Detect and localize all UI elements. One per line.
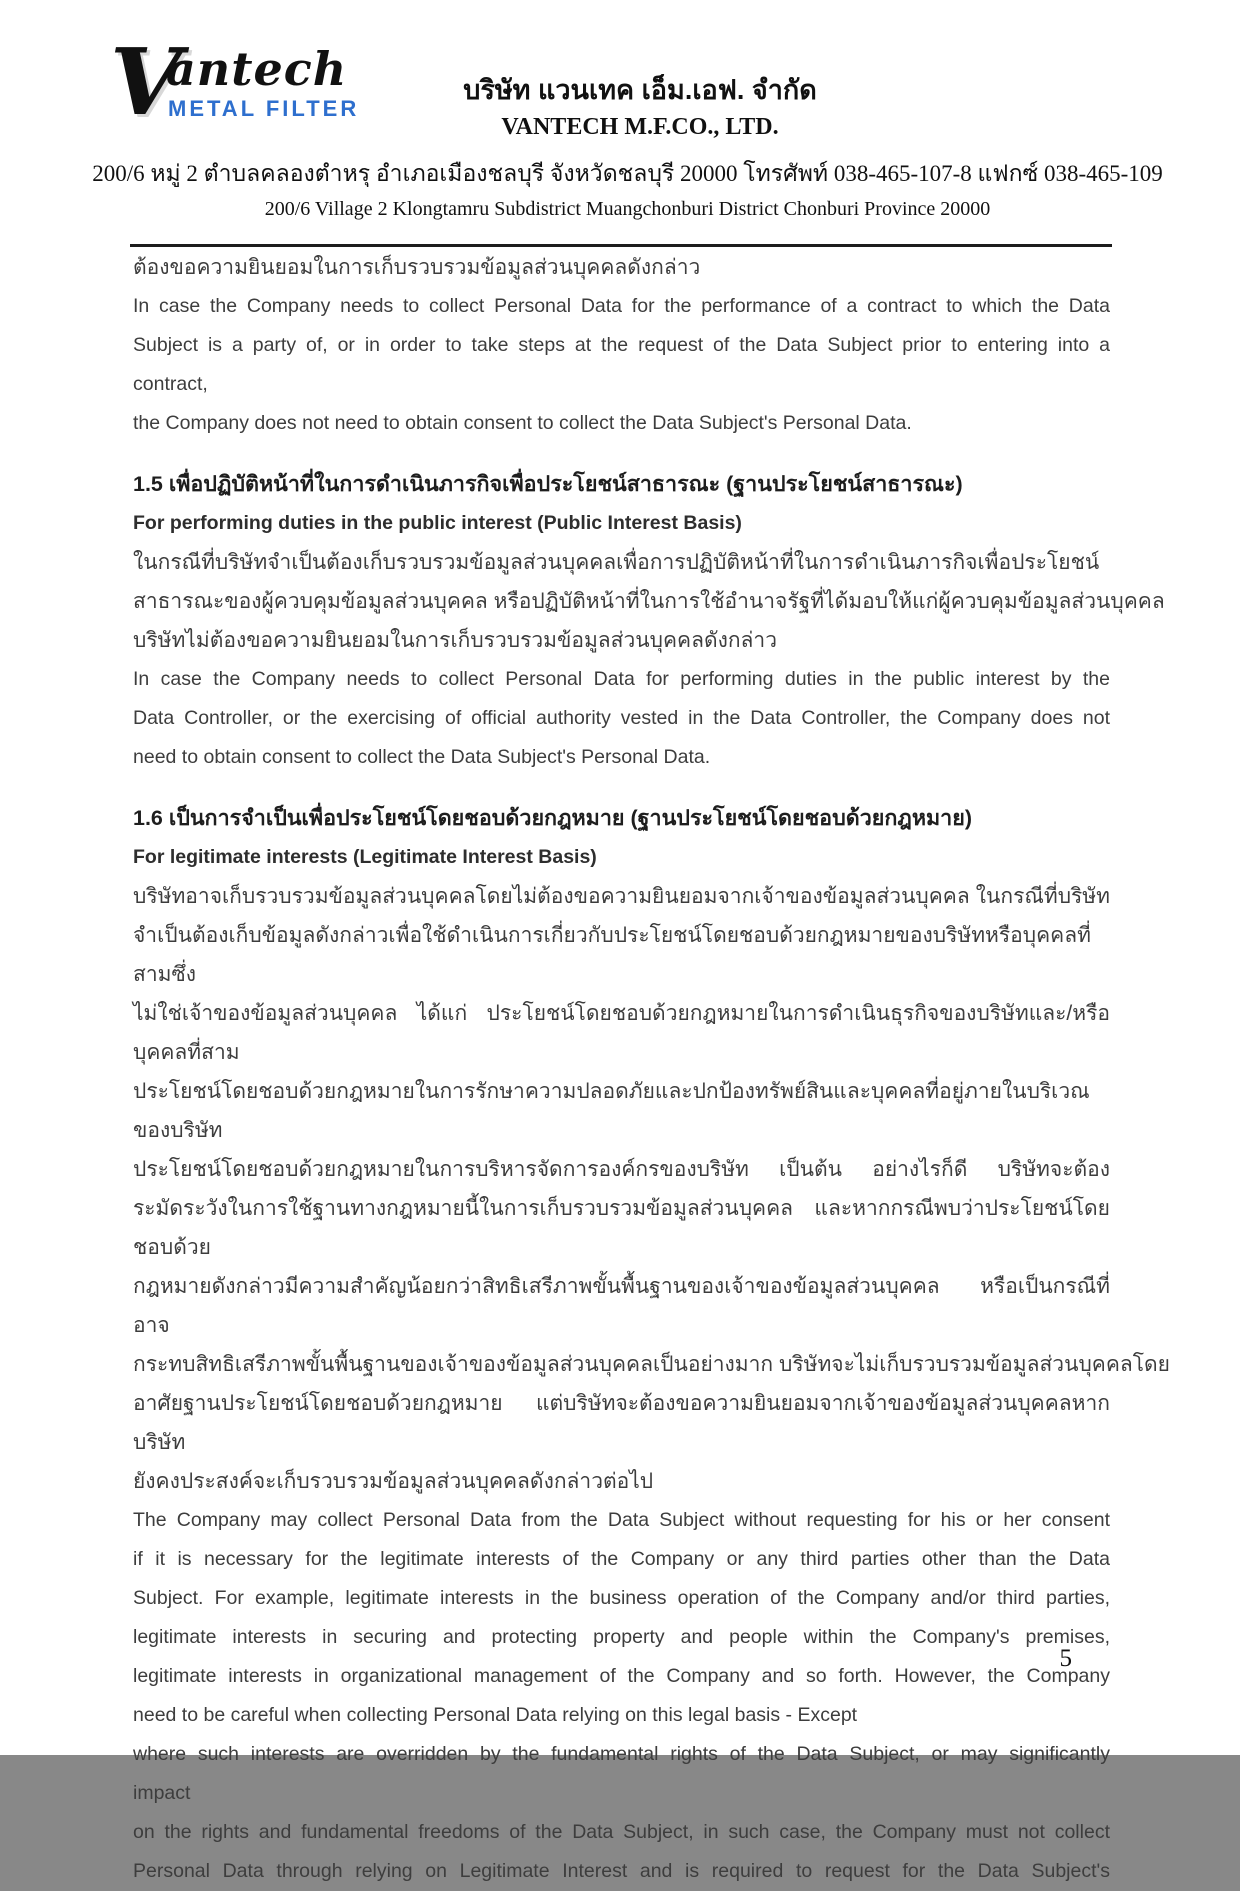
section-heading: 1.5 เพื่อปฏิบัติหน้าที่ในการดำเนินภารกิจเพื่อประโยชน์สาธารณะ (ฐานประโยชน์สาธารณะ) [133, 472, 963, 496]
text-line: need to be careful when collecting Personal Data relying on this legal basis - Except [133, 1704, 858, 1726]
company-address-thai: 200/6 หมู่ 2 ตำบลคลองตำหรุ อำเภอเมืองชลบุรี จังหวัดชลบุรี 20000 โทรศัพท์ 038-465-107-8 แฟกซ์ 038-465-109 [92, 161, 1163, 186]
text-line: contract, [133, 373, 208, 395]
text-line: Subject. For example, legitimate interests in the business operation of the Company and/or third parties, [133, 1587, 1110, 1609]
text-line: กระทบสิทธิเสรีภาพขั้นพื้นฐานของเจ้าของข้อมูลส่วนบุคคลเป็นอย่างมาก บริษัทจะไม่เก็บรวบรวมข้อมูลส่วนบุคคลโดย [133, 1353, 1170, 1376]
text-line: Personal Data through relying on Legitimate Interest and is required to request for the Data Subject's [133, 1860, 1110, 1882]
logo-subtitle: METAL FILTER [168, 96, 360, 121]
company-name-thai: บริษัท แวนเทค เอ็ม.เอฟ. จำกัด [463, 75, 817, 105]
section-heading: 1.6 เป็นการจำเป็นเพื่อประโยชน์โดยชอบด้วยกฎหมาย (ฐานประโยชน์โดยชอบด้วยกฎหมาย) [133, 806, 972, 830]
text-line: In case the Company needs to collect Personal Data for the performance of a contract to which the Data [133, 295, 1110, 317]
text-line: กฎหมายดังกล่าวมีความสำคัญน้อยกว่าสิทธิเสรีภาพขั้นพื้นฐานของเจ้าของข้อมูลส่วนบุคคล หรือเป็นกรณีที่อาจ [133, 1275, 1110, 1337]
company-address-english: 200/6 Village 2 Klongtamru Subdistrict Muangchonburi District Chonburi Province 20000 [264, 198, 991, 220]
text-line: need to obtain consent to collect the Data Subject's Personal Data. [133, 746, 711, 768]
text-line: In case the Company needs to collect Personal Data for performing duties in the public interest by the [133, 668, 1110, 690]
text-line: ประโยชน์โดยชอบด้วยกฎหมายในการรักษาความปลอดภัยและปกป้องทรัพย์สินและบุคคลที่อยู่ภายในบริเวณ ของบริษัท [133, 1080, 1090, 1142]
section-heading: For performing duties in the public interest (Public Interest Basis) [133, 512, 742, 534]
text-line: legitimate interests in securing and protecting property and people within the Company's premises, [133, 1626, 1110, 1648]
text-line: ยังคงประสงค์จะเก็บรวบรวมข้อมูลส่วนบุคคลดังกล่าวต่อไป [133, 1470, 654, 1493]
text-line: ไม่ใช่เจ้าของข้อมูลส่วนบุคคล ได้แก่ ประโยชน์โดยชอบด้วยกฎหมายในการดำเนินธุรกิจของบริษัทและ/หรือบุคคลที่สาม [133, 1002, 1110, 1064]
section-heading: For legitimate interests (Legitimate Interest Basis) [133, 846, 597, 868]
text-line: อาศัยฐานประโยชน์โดยชอบด้วยกฎหมาย แต่บริษัทจะต้องขอความยินยอมจากเจ้าของข้อมูลส่วนบุคคลหากบริษัท [133, 1392, 1110, 1454]
text-line: if it is necessary for the legitimate interests of the Company or any third parties other than the Data [133, 1548, 1110, 1570]
text-line: where such interests are overridden by the fundamental rights of the Data Subject, or may significantly [133, 1743, 1110, 1765]
header-divider-rule [130, 244, 1112, 247]
text-line: บริษัทไม่ต้องขอความยินยอมในการเก็บรวบรวมข้อมูลส่วนบุคคลดังกล่าว [133, 629, 777, 652]
text-line: สาธารณะของผู้ควบคุมข้อมูลส่วนบุคคล หรือปฏิบัติหน้าที่ในการใช้อำนาจรัฐที่ได้มอบให้แก่ผู้ควบคุมข้อมูลส่วนบุคคล [133, 590, 1165, 613]
text-line: ในกรณีที่บริษัทจำเป็นต้องเก็บรวบรวมข้อมูลส่วนบุคคลเพื่อการปฏิบัติหน้าที่ในการดำเนินภารกิจเพื่อประโยชน์ [133, 551, 1100, 574]
text-line: Subject is a party of, or in order to take steps at the request of the Data Subject prior to entering into a [133, 334, 1110, 356]
text-line: Data Controller, or the exercising of official authority vested in the Data Controller, the Company does not [133, 707, 1110, 729]
text-line: The Company may collect Personal Data from the Data Subject without requesting for his or her consent [133, 1509, 1110, 1531]
document-body [133, 248, 1170, 1891]
text-line: on the rights and fundamental freedoms of the Data Subject, in such case, the Company must not collect [133, 1821, 1110, 1843]
page-number: 5 [1059, 1645, 1072, 1672]
logo-v-letter: V [110, 28, 182, 136]
text-line: ระมัดระวังในการใช้ฐานทางกฎหมายนี้ในการเก็บรวบรวมข้อมูลส่วนบุคคล และหากกรณีพบว่าประโยชน์โดยชอบด้วย [133, 1197, 1110, 1259]
text-line: บริษัทอาจเก็บรวบรวมข้อมูลส่วนบุคคลโดยไม่ต้องขอความยินยอมจากเจ้าของข้อมูลส่วนบุคคล ในกรณีที่บริษัท [133, 885, 1110, 908]
text-line: จำเป็นต้องเก็บข้อมูลดังกล่าวเพื่อใช้ดำเนินการเกี่ยวกับประโยชน์โดยชอบด้วยกฎหมายของบริษัทหรือบุคคลที่สามซึ่ง [133, 924, 1091, 986]
logo-script-text: antech [166, 42, 348, 96]
company-name-english: VANTECH M.F.CO., LTD. [501, 114, 779, 140]
text-line: impact [133, 1782, 191, 1804]
text-line: ต้องขอความยินยอมในการเก็บรวบรวมข้อมูลส่วนบุคคลดังกล่าว [133, 256, 701, 279]
text-line: ประโยชน์โดยชอบด้วยกฎหมายในการบริหารจัดการองค์กรของบริษัท เป็นต้น อย่างไรก็ดี บริษัทจะต้อง [133, 1158, 1110, 1181]
text-line: the Company does not need to obtain consent to collect the Data Subject's Personal Data. [133, 412, 912, 434]
text-line: legitimate interests in organizational management of the Company and so forth. However, the Company [133, 1665, 1110, 1687]
